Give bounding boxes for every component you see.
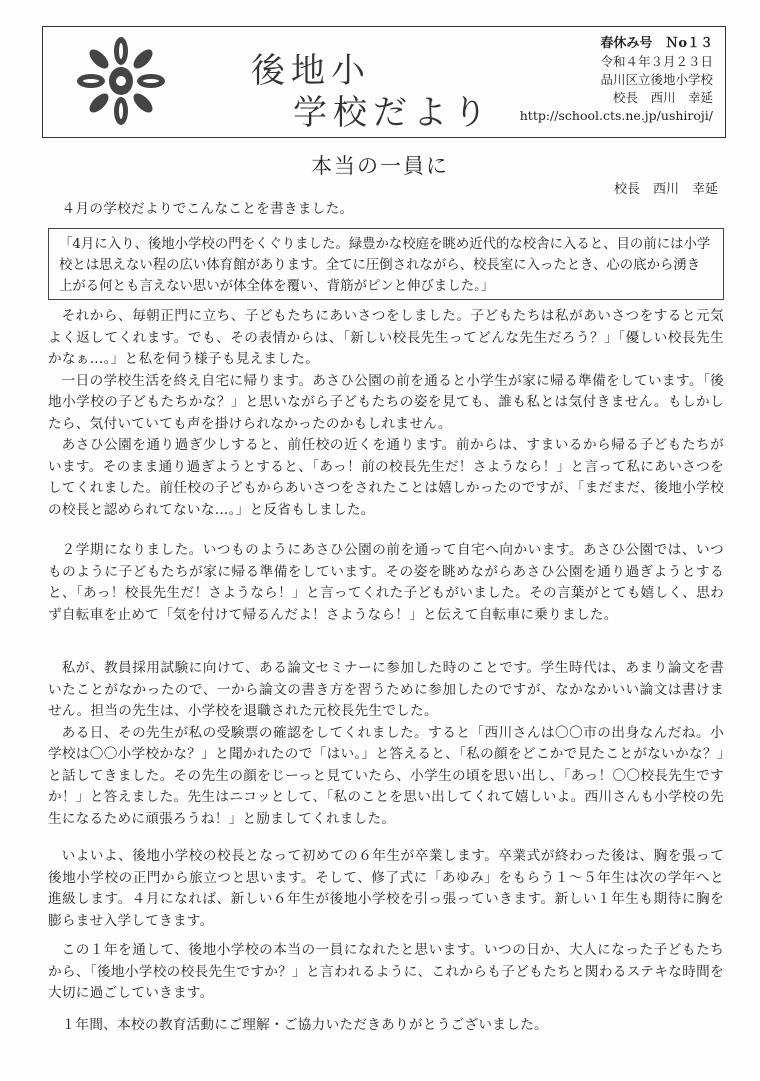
body-paragraph: ２学期になりました。いつものようにあさひ公園の前を通って自宅へ向かいます。あさひ公園では、いつものように子どもたちが家に帰る準備をしています。その姿を眺めながらあさひ公園を通り過ぎようとすると、「あっ！校長先生だ！さようなら！」と言ってくれた子どもがいました。その言葉がとても嬉しく、思わず自転車を止めて「気を付けて帰るんだよ！さようなら！」と伝えて自転車に乗りました。 xyxy=(48,542,724,623)
newsletter-title-line1: 後地小 xyxy=(251,51,371,91)
article-intro xyxy=(48,199,724,221)
article-closing xyxy=(48,1015,724,1037)
body-paragraph: 一日の学校生活を終え自宅に帰ります。あさひ公園の前を通ると小学生が家に帰る準備をしています。「後地小学校の子どもたちかな？」と思いながら子どもたちの姿を見ても、誰も私とは気付きません。もしかしたら、気付いていても声を掛けられなかったのかもしれません。 xyxy=(48,372,724,432)
body-paragraph: いよいよ、後地小学校の校長となって初めての６年生が卒業します。卒業式が終わった後は、胸を張って後地小学校の正門から旅立つと思います。そして、修了式に「あゆみ」をもらう１～５年生は次の学年へと進級します。４月になれば、新しい６年生が後地小学校を引っ張っていきます。新しい１年生も期待に胸を膨らませ入学してきます。 xyxy=(48,848,724,929)
quoted-passage: 「4月に入り、後地小学校の門をくぐりました。緑豊かな校庭を眺め近代的な校舎に入ると、目の前には小学校とは思えない程の広い体育館があります。全てに圧倒されながら、校長室に入ったとき、心の底から湧き上がる何とも言えない思いが体全体を覆い、背筋がピンと伸びました。」 xyxy=(48,228,724,300)
newsletter-masthead xyxy=(42,26,726,138)
intro-paragraph: ４月の学校だよりでこんなことを書きました。 xyxy=(61,201,354,217)
body-paragraph: この１年を通して、後地小学校の本当の一員になれたと思います。いつの日か、大人になった子どもたちから、「後地小学校の校長先生ですか？」と言われるように、これからも子どもたちと関わるステキな時間を大切に過ごしていきます。 xyxy=(48,942,724,1001)
newsletter-title-line2: 学校だより xyxy=(293,93,493,133)
school-crest-emblem-icon xyxy=(73,33,169,133)
body-paragraph: あさひ公園を通り過ぎ少しすると、前任校の近くを通ります。前からは、すまいるから帰る子どもたちがいます。そのまま通り過ぎようとすると、「あっ！前の校長先生だ！さようなら！」と言って私にあいさつをしてくれました。前任校の子どもからあいさつをされたことは嬉しかったのですが、「まだまだ、後地小学校の校長と認められてないな…。」と反省もしました。 xyxy=(48,437,724,518)
article-body-section-1 xyxy=(48,306,724,521)
principal-name: 校長 西川 幸延 xyxy=(612,90,713,105)
body-paragraph: それから、毎朝正門に立ち、子どもたちにあいさつをしました。子どもたちは私があいさつをすると元気よく返してくれます。でも、その表情からは、「新しい校長先生ってどんな先生だろう？」「優しい校長先生かなぁ…。」と私を伺う様子も見えました。 xyxy=(48,308,724,367)
issue-date: 令和４年３月２３日 xyxy=(600,54,713,69)
closing-paragraph: １年間、本校の教育活動にご理解・ご協力いただきありがとうございました。 xyxy=(61,1017,548,1033)
article-body-section-2 xyxy=(48,540,724,626)
school-name: 品川区立後地小学校 xyxy=(600,72,713,87)
article-body-section-4 xyxy=(48,846,724,932)
issue-number: 春休み号 Ｎo１３ xyxy=(600,36,713,51)
article-body-section-3 xyxy=(48,658,724,830)
article-title: 本当の一員に xyxy=(311,154,449,178)
school-url[interactable]: http://school.cts.ne.jp/ushiroji/ xyxy=(519,108,713,123)
article-body-section-5 xyxy=(48,940,724,1005)
issue-info xyxy=(520,35,713,125)
article-author: 校長 西川 幸延 xyxy=(613,182,718,197)
body-paragraph: 私が、教員採用試験に向けて、ある論文セミナーに参加した時のことです。学生時代は、あまり論文を書いたことがなかったので、一から論文の書き方を習うために参加したのですが、なかなかいい論文は書けません。担当の先生は、小学校を退職された元校長先生でした。 xyxy=(48,660,724,719)
body-paragraph: ある日、その先生が私の受験票の確認をしてくれました。すると「西川さんは〇〇市の出身なんだね。小学校は〇〇小学校かな？」と聞かれたので「はい。」と答えると、「私の顔をどこかで見たことがないかな？」と話してきました。その先生の顔をじーっと見ていたら、小学生の頃を思い出し、「あっ！〇〇校長先生ですか！」と答えました。先生はニコッとして、「私のことを思い出してくれて嬉しいよ。西川さんも小学校の先生になるために頑張ろうね！」と励ましてくれました。 xyxy=(48,724,724,827)
